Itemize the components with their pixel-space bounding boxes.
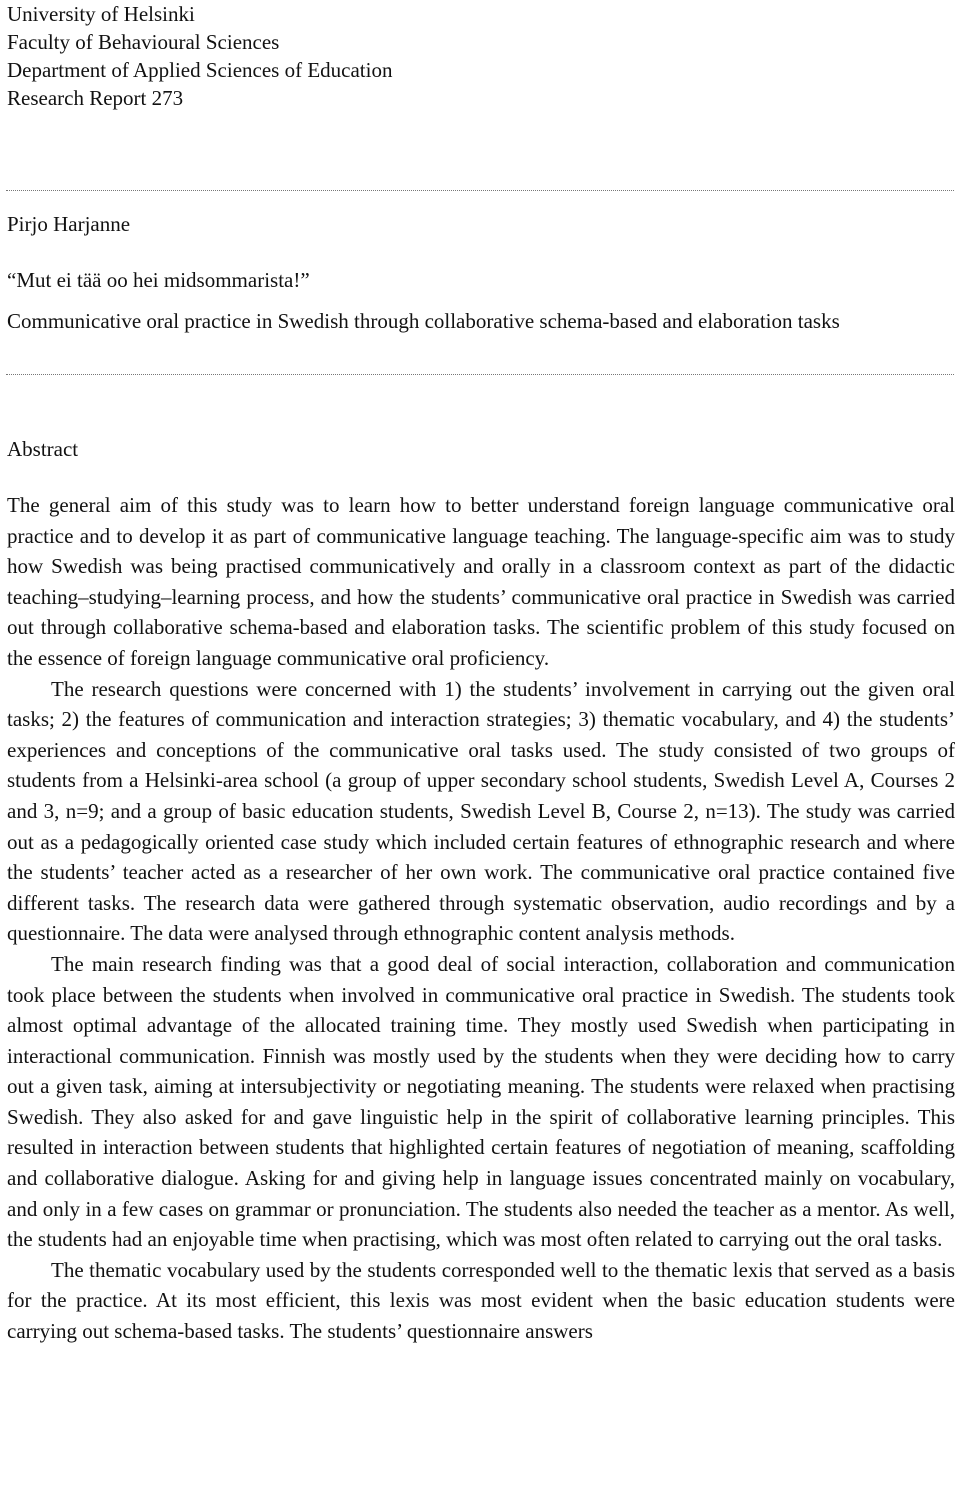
report-title: “Mut ei tää oo hei midsommarista!” [7,268,310,292]
abstract-paragraph-1: The general aim of this study was to learn how to better understand foreign language communicative oral practice and to develop it as part of communicative language teaching. The language-specific aim was to study how Swedish was being practised communicatively and orally in a classroom context as part of the didactic teaching–studying–learning process, and how the students’ communicative oral practice in Swedish was carried out through collaborative schema-based and elaboration tasks. The scientific problem of this study focused on the essence of foreign language communicative oral proficiency. [7,493,955,670]
abstract-paragraph-4: The thematic vocabulary used by the students corresponded well to the thematic lexis that served as a basis for the practice. At its most efficient, this lexis was most evident when the basic education students were carrying out schema-based tasks. The students’ questionnaire answers [7,1257,955,1344]
department-name: Department of Applied Sciences of Education [7,58,393,82]
report-header [7,0,392,112]
report-subtitle: Communicative oral practice in Swedish through collaborative schema-based and elaboration tasks [7,309,840,333]
author-name: Pirjo Harjanne [7,212,131,236]
abstract-paragraph-2: The research questions were concerned with 1) the students’ involvement in carrying out the given oral tasks; 2) the features of communication and interaction strategies; 3) thematic vocabulary, and 4) the students’ experiences and conceptions of the communicative oral tasks used. The study consisted of two groups of students from a Helsinki-area school (a group of upper secondary school students, Swedish Level A, Courses 2 and 3, n=9; and a group of basic education students, Swedish Level B, Course 2, n=13). The study was carried out as a pedagogically oriented case study which included certain features of ethnographic research and where the students’ teacher acted as a researcher of her own work. The communicative oral practice contained five different tasks. The research data were gathered through systematic observation, audio recordings and by a questionnaire. The data were analysed through ethnographic content analysis methods. [7,676,955,946]
abstract-heading: Abstract [7,437,79,461]
abstract-paragraph-3: The main research finding was that a good deal of social interaction, collaboration and communication took place between the students when involved in communicative oral practice in Swedish. The students took almost optimal advantage of the allocated training time. They mostly used Swedish when participating in interactional communication. Finnish was mostly used by the students when they were deciding how to carry out a given task, aiming at intersubjectivity or negotiating meaning. The students were relaxed when practising Swedish. They also asked for and gave linguistic help in the spirit of collaborative learning principles. This resulted in interaction between students that highlighted certain features of negotiation of meaning, scaffolding and collaborative dialogue. Asking for and giving help in language issues concentrated mainly on vocabulary, and only in a few cases on grammar or pronunciation. The students also needed the teacher as a mentor. As well, the students had an enjoyable time when practising, which was most often related to carrying out the oral tasks. [7,951,955,1252]
bottom-dotted-rule [6,374,954,375]
abstract-body [7,490,955,1347]
university-name: University of Helsinki [7,2,195,26]
faculty-name: Faculty of Behavioural Sciences [7,30,280,54]
top-dotted-rule [6,190,954,191]
report-number: Research Report 273 [7,86,184,110]
